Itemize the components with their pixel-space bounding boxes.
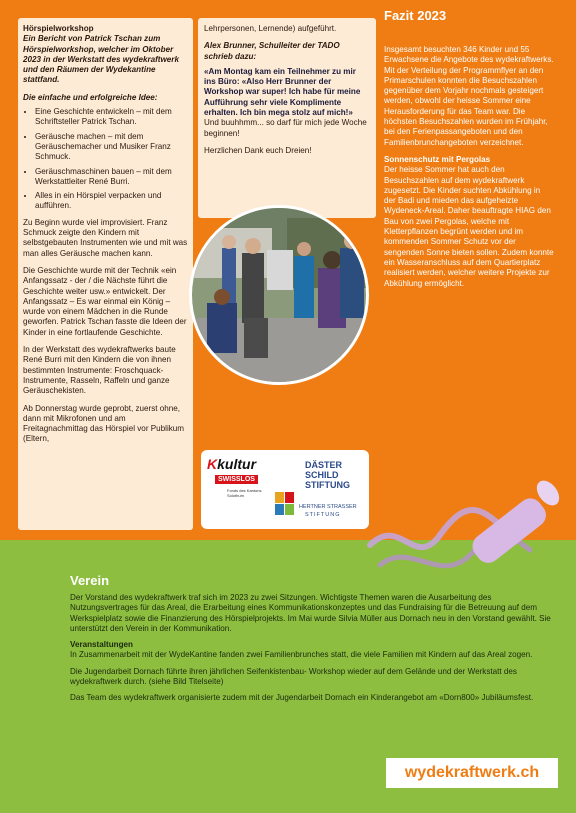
- paragraph: In der Werkstatt des wydekraftwerks baute René Burri mit den Kindern die von ihnen bestimmten Instrumente: Froschquack-Instrumente, Rasseln, Raffeln und ganze Geräuschekisten.: [23, 345, 176, 396]
- paragraph: In Zusammenarbeit mit der WydeKantine fanden zwei Familienbrunches statt, die viele Familien mit Kindern auf das Areal zogen.: [70, 650, 533, 660]
- swisslos-logo: SWISSLOS: [215, 475, 258, 484]
- swisslos-subtitle: Fonds des Kantons Solothurn: [227, 488, 262, 498]
- veranstaltungen-heading: Veranstaltungen: [70, 640, 133, 650]
- hertner-strasser-logo: [273, 490, 297, 523]
- right-column-text: [384, 45, 554, 296]
- paragraph: Der heisse Sommer hat auch den Besuchszahlen auf dem wydekraftwerk zugesetzt. Die Kinder suchten Abkühlung in der Badi und mieden das aufgeheizte Wydeneck-Areal. Daher beauftragte HIAG den Bau von zwei Pergolas, welche mit Kletterpflanzen begrünt werden und im kommenden Sommer Schutz vor der sengenden Sonne bieten sollen. Zudem konnte ein Wasseranschluss auf dem Quartierplatz realisiert werden, welcher weitere Projekte zur Abkühlung ermöglicht.: [384, 165, 554, 288]
- idea-list: [23, 107, 188, 212]
- list-item: • Alles in ein Hörspiel verpacken und aufführen.: [35, 191, 188, 212]
- fazit-title: Fazit 2023: [384, 8, 447, 23]
- verein-title: Verein: [70, 573, 110, 588]
- paragraph: Lehrpersonen, Lernende) aufgeführt.: [204, 24, 337, 33]
- sponsor-logos: [201, 450, 369, 529]
- daester-logo: DÄSTER SCHILD STIFTUNG: [305, 460, 350, 490]
- paragraph: Zu Beginn wurde viel improvisiert. Franz Schmuck zeigte den Kindern mit selbstgebauten Instrumenten wie und mit was man alles Geräusche machen kann.: [23, 217, 188, 258]
- left-column-text: [23, 24, 188, 452]
- puzzle-icon: [273, 490, 297, 518]
- list-item: • Geräuschmaschinen bauen – mit dem Werkstattleiter René Burri.: [35, 167, 188, 188]
- kultur-logo: Kkultur: [207, 456, 257, 472]
- pergola-heading: Sonnenschutz mit Pergolas: [384, 154, 491, 164]
- quote-author: Alex Brunner, Schulleiter der TADO schrieb dazu:: [204, 41, 340, 61]
- quote-text: «Am Montag kam ein Teilnehmer zu mir ins Büro: «Also Herr Brunner der Workshop war super! Ich habe für meine Aufführung sehr viele Komplimente erhalten. Ich bin mega stolz auf mich!»: [204, 66, 361, 118]
- workshop-heading: Hörspielworkshop: [23, 24, 94, 33]
- idea-heading: Die einfache und erfolgreiche Idee:: [23, 92, 158, 102]
- workshop-intro: Ein Bericht von Patrick Tschan zum Hörspielworkshop, welcher im Oktober 2023 in der Werkstatt des wydekraftwerk und den Räumen der Wydekantine stattfand.: [23, 34, 179, 85]
- paragraph: Der Vorstand des wydekraftwerk traf sich im 2023 zu zwei Sitzungen. Wichtigste Themen waren die Ausarbeitung des Nutzungsvertrages für das Areal, die Erarbeitung eines Kommunikationskonzeptes und das Fundraising für die Betreuung auf dem Werkspielplatz sowie die Finanzierung des Hörspielprojekts. Im Mai wurde Silvia Müller aus Dornach neu in den Vorstand gewählt. Sie unterstützt den Verein in der Kommunikation.: [70, 593, 551, 633]
- middle-column-text: [204, 24, 369, 163]
- photo-illustration: [192, 208, 366, 382]
- quote-continuation: Und buuhhmm... so darf für mich jede Woche beginnen!: [204, 118, 367, 138]
- verein-text: [70, 593, 556, 710]
- paragraph: Das Team des wydekraftwerk organisierte zudem mit der Jugendarbeit Dornach ein Kinderangebot am «Dorn800» Jubiläumsfest.: [70, 693, 534, 703]
- hertner-strasser-sub: STIFTUNG: [305, 512, 341, 518]
- workshop-photo: [189, 205, 369, 385]
- paragraph: Ab Donnerstag wurde geprobt, zuerst ohne, dann mit Mikrofonen und am Freitagnachmittag das Hörspiel vor Publikum (Eltern,: [23, 403, 185, 444]
- website-url[interactable]: wydekraftwerk.ch: [386, 758, 558, 788]
- paragraph: Die Geschichte wurde mit der Technik «ein Anfangssatz - der / die Nächste führt die Geschichte weiter usw.» entwickelt. Der Anfangssatz – Es war einmal ein König – wurde von einem Mädchen in die Runde geworfen. Patrick Tschan fasste die Ideen der Kinder in eine fortlaufende Geschichte.: [23, 265, 187, 337]
- hertner-strasser-name: HERTNER STRASSER: [299, 504, 357, 510]
- paragraph: Insgesamt besuchten 346 Kinder und 55 Erwachsene die Angebote des wydekraftwerks. Mit der Verteilung der Programmflyer an den Primarschulen konnten die Besuchszahlen gegenüber dem Vorjahr nochmals gesteigert werden, obwohl der heisse Sommer eine Herausforderung für das Team war. Die höchsten Besuchszahlen wurden im Frühjahr, bei den Ferienpassangeboten und den Familienbrunchangeboten verzeichnet.: [384, 45, 554, 147]
- list-item: • Eine Geschichte entwickeln – mit dem Schriftsteller Patrick Tschan.: [35, 107, 188, 128]
- thanks-line: Herzlichen Dank euch Dreien!: [204, 145, 312, 155]
- list-item: • Geräusche machen – mit dem Geräuschemacher und Musiker Franz Schmuck.: [35, 132, 188, 163]
- paragraph: Die Jugendarbeit Dornach führte ihren jährlichen Seifenkistenbau- Workshop wieder auf dem Gelände und der Werkstatt des wydekraftwerk durch. (siehe Bild Titelseite): [70, 666, 517, 687]
- chalk-drawing: [360, 455, 570, 605]
